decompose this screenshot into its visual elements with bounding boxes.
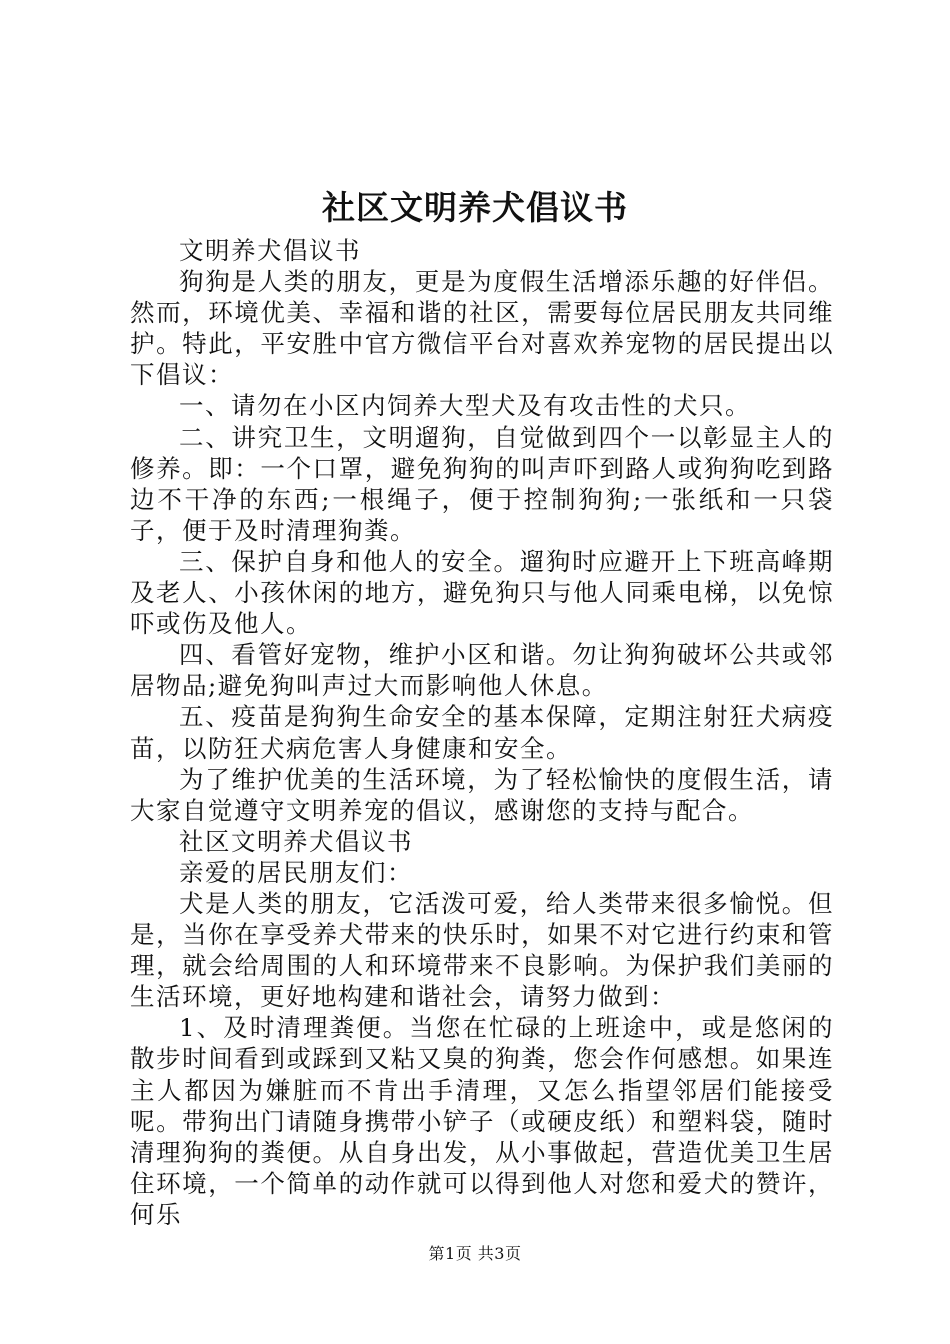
paragraph-second-item-1: 1、及时清理粪便。当您在忙碌的上班途中，或是悠闲的散步时间看到或踩到又粘又臭的狗粪，您会作何感想。如果连主人都因为嫌脏而不肯出手清理，又怎么指望邻居们能接受呢。带狗出门请随身携带小铲子（或硬皮纸）和塑料袋，随时清理狗狗的粪便。从自身出发，从小事做起，营造优美卫生居住环境，一个简单的动作就可以得到他人对您和爱犬的赞许，何乐: [130, 1013, 834, 1229]
paragraph-item-4: 四、看管好宠物，维护小区和谐。勿让狗狗破坏公共或邻居物品;避免狗叫声过大而影响他人休息。: [130, 640, 834, 701]
paragraph-second-title: 社区文明养犬倡议书: [179, 826, 413, 856]
page-number-footer: 第1页 共3页: [428, 1244, 522, 1263]
paragraph-salutation: 亲爱的居民朋友们：: [179, 857, 413, 887]
paragraph-closing: 为了维护优美的生活环境，为了轻松愉快的度假生活，请大家自觉遵守文明养宠的倡议，感谢您的支持与配合。: [130, 764, 834, 825]
paragraph-second-intro: 犬是人类的朋友，它活泼可爱，给人类带来很多愉悦。但是，当你在享受养犬带来的快乐时，如果不对它进行约束和管理，就会给周围的人和环境带来不良影响。为保护我们美丽的生活环境，更好地构建和谐社会，请努力做到：: [130, 888, 834, 1012]
paragraph-intro: 狗狗是人类的朋友，更是为度假生活增添乐趣的好伴侣。然而，环境优美、幸福和谐的社区，需要每位居民朋友共同维护。特此，平安胜中官方微信平台对喜欢养宠物的居民提出以下倡议：: [130, 267, 834, 390]
document-title: 社区文明养犬倡议书: [322, 188, 628, 227]
paragraph-item-1: 一、请勿在小区内饲养大型犬及有攻击性的犬只。: [179, 391, 751, 421]
paragraph-subtitle: 文明养犬倡议书: [179, 236, 361, 265]
document-body: [130, 235, 834, 1230]
paragraph-item-2: 二、讲究卫生，文明遛狗，自觉做到四个一以彰显主人的修养。即：一个口罩，避免狗狗的叫声吓到路人或狗狗吃到路边不干净的东西;一根绳子，便于控制狗狗;一张纸和一只袋子，便于及时清理狗粪。: [130, 422, 834, 545]
paragraph-item-3: 三、保护自身和他人的安全。遛狗时应避开上下班高峰期及老人、小孩休闲的地方，避免狗只与他人同乘电梯，以免惊吓或伤及他人。: [130, 546, 834, 639]
paragraph-item-5: 五、疫苗是狗狗生命安全的基本保障，定期注射狂犬病疫苗，以防狂犬病危害人身健康和安全。: [130, 702, 834, 763]
